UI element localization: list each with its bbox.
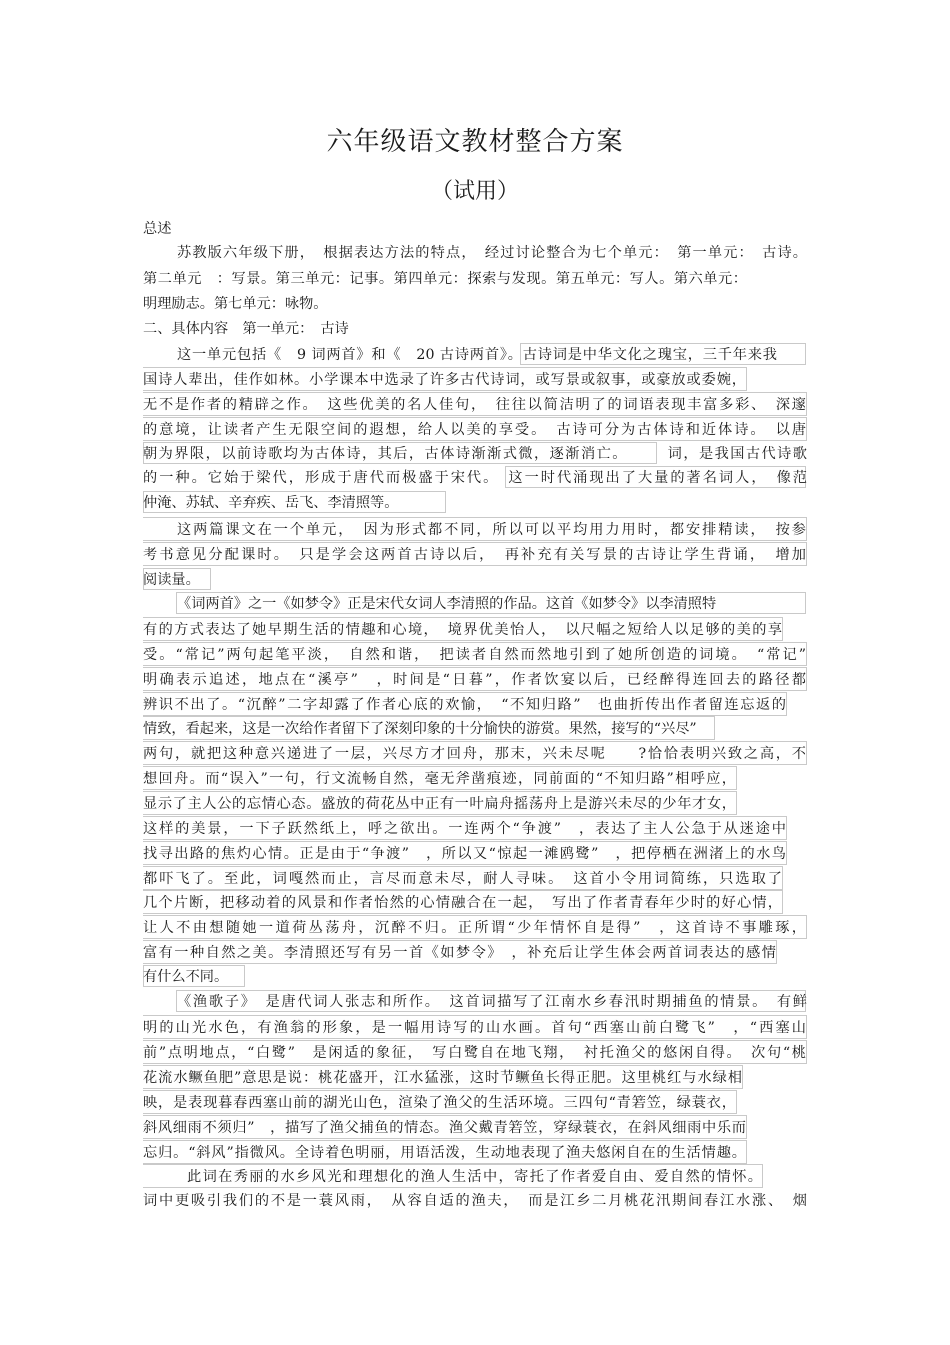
paragraph-line: 显示了主人公的忘情心态。盛放的荷花丛中正有一叶扁舟摇荡舟上是游兴未尽的少年才女，	[143, 791, 737, 815]
paragraph-line: 《词两首》之一《如梦令》正是宋代女词人李清照的作品。这首《如梦令》以李清照特	[177, 596, 717, 612]
paragraph-line: 几个片断，把移动着的风景和作者怡然的心情融合在一起， 写出了作者青春年少时的好心情，	[143, 890, 783, 914]
paragraph-line: 国诗人辈出，佳作如林。小学课本中选录了许多古代诗词，或写景或叙事，或豪放或委婉，	[143, 367, 747, 391]
paragraph-line: 想回舟。而“误入”一句，行文流畅自然，毫无斧凿痕迹，同前面的“不知归路”相呼应，	[143, 766, 737, 790]
paragraph-line: 找寻出路的焦灼心情。正是由于“争渡” ，所以又“惊起一滩鸥鹭” ，把停栖在洲渚上的水鸟	[143, 841, 787, 865]
paragraph-line: 前”点明地点，“白鹭” 是闲适的象征， 写白鹭自在地飞翔， 衬托渔父的悠闲自得。 次句“桃	[143, 1040, 807, 1064]
paragraph-line: 受。“常记”两句起笔平淡， 自然和谐， 把读者自然而然地引到了她所创造的词境。 “常记”	[143, 642, 807, 666]
paragraph-line: 两句，就把这种意兴递进了一层，兴尽方才回舟，那末，兴未尽呢 ?恰恰表明兴致之高，不	[143, 741, 807, 765]
paragraph-line: 明的山光水色，有渔翁的形象，是一幅用诗写的山水画。首句“西塞山前白鹭飞” ，“西塞山	[143, 1015, 807, 1039]
paragraph-line: 花流水鳜鱼肥”意思是说：桃花盛开，江水猛涨，这时节鳜鱼长得正肥。这里桃红与水绿相	[143, 1065, 743, 1089]
paragraph-line: 这样的美景，一下子跃然纸上，呼之欲出。一连两个“争渡” ，表达了主人公急于从迷途中	[143, 816, 787, 840]
document-subtitle: （试用）	[430, 179, 519, 204]
paragraph-line: 忘归。“斜风”指微风。全诗着色明丽，用语活泼，生动地表现了渔夫悠闲自在的生活情趣。	[143, 1140, 747, 1164]
paragraph-line: 辨识不出了。“沉醉”二字却露了作者心底的欢愉， “不知归路” 也曲折传出作者留连忘返的	[143, 692, 787, 716]
paragraph-line: 苏教版六年级下册， 根据表达方法的特点， 经过讨论整合为七个单元： 第一单元： 古诗。	[177, 245, 807, 261]
paragraph-line: 仲淹、苏轼、辛弃疾、岳飞、李清照等。	[143, 495, 399, 511]
paragraph-line: 让人不由想随她一道荷丛荡舟，沉醉不归。正所谓“少年情怀自是得” ，这首诗不事雕琢，	[143, 915, 807, 939]
paragraph-line: 朝为界限，以前诗歌均为古体诗，其后，古体诗渐渐式微，逐渐消亡。 词，是我国古代诗歌	[143, 446, 807, 462]
paragraph-line: 这两篇课文在一个单元， 因为形式都不同，所以可以平均用力用时，都安排精读， 按参	[143, 517, 807, 541]
paragraph-line: 都吓飞了。至此，词嘎然而止，言尽而意未尽，耐人寻味。 这首小令用词简练，只选取了	[143, 866, 783, 890]
document-title: 六年级语文教材整合方案	[326, 127, 624, 157]
paragraph-line: 《渔歌子》 是唐代词人张志和所作。 这首词描写了江南水乡春汛时期捕鱼的情景。 有鲜	[177, 994, 807, 1010]
section-heading: 总述	[143, 221, 172, 237]
paragraph-line: 这一单元包括《 9 词两首》和《 20 古诗两首》。古诗词是中华文化之瑰宝，三千年来我	[177, 347, 777, 363]
paragraph-line: 明确表示追述，地点在“溪亭” ，时间是“日暮”，作者饮宴以后，已经醉得连回去的路径都	[143, 667, 807, 691]
paragraph-line: 有什么不同。	[143, 969, 229, 985]
paragraph-line: 词中更吸引我们的不是一蓑风雨， 从容自适的渔夫， 而是江乡二月桃花汛期间春江水涨、 烟	[143, 1193, 807, 1209]
paragraph-line: 无不是作者的精辟之作。 这些优美的名人佳句， 往往以简洁明了的词语表现丰富多彩、 深邃	[143, 392, 807, 416]
paragraph-line: 阅读量。	[143, 572, 200, 588]
paragraph-line: 第二单元 ：写景。第三单元：记事。第四单元：探索与发现。第五单元：写人。第六单元：	[143, 271, 747, 287]
section-heading: 二、具体内容 第一单元： 古诗	[143, 321, 349, 337]
paragraph-line: 此词在秀丽的水乡风光和理想化的渔人生活中，寄托了作者爱自由、爱自然的情怀。	[143, 1164, 763, 1188]
paragraph-line: 情致，看起来，这是一次给作者留下了深刻印象的十分愉快的游赏。果然，接写的“兴尽”	[143, 716, 715, 740]
paragraph-line: 明理励志。第七单元：咏物。	[143, 296, 328, 312]
paragraph-line: 考书意见分配课时。 只是学会这两首古诗以后， 再补充有关写景的古诗让学生背诵， 增加	[143, 542, 807, 566]
paragraph-line: 映，是表现暮春西塞山前的湖光山色，渲染了渔父的生活环境。三四句“青箬笠，绿蓑衣，	[143, 1090, 737, 1114]
paragraph-line: 的意境，让读者产生无限空间的遐想，给人以美的享受。 古诗可分为古体诗和近体诗。 以唐	[143, 417, 807, 441]
paragraph-line: 的一种。它始于梁代，形成于唐代而极盛于宋代。 这一时代涌现出了大量的著名词人， 像范	[143, 470, 807, 486]
paragraph-line: 富有一种自然之美。李清照还写有另一首《如梦令》 ，补充后让学生体会两首词表达的感情	[143, 940, 777, 964]
paragraph-line: 斜风细雨不须归” ，描写了渔父捕鱼的情态。渔父戴青箬笠，穿绿蓑衣，在斜风细雨中乐而	[143, 1115, 747, 1139]
paragraph-line: 有的方式表达了她早期生活的情趣和心境， 境界优美怡人， 以尺幅之短给人以足够的美的享	[143, 617, 783, 641]
